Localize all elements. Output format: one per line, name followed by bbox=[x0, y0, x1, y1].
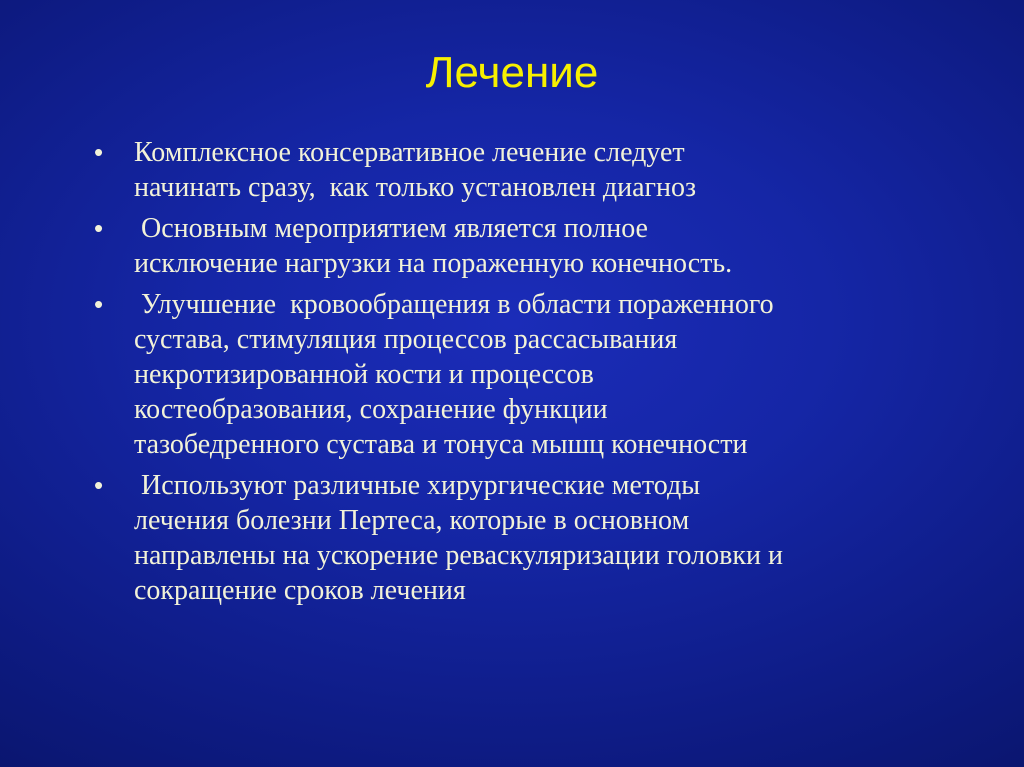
bullet-line: Основным мероприятием является полное bbox=[134, 213, 648, 244]
bullet-line: сокращение сроков лечения bbox=[134, 575, 466, 606]
bullet-item bbox=[88, 468, 948, 608]
bullet-line: Используют различные хирургические методы bbox=[134, 470, 701, 501]
bullet-dot-icon: • bbox=[94, 470, 104, 500]
bullet-line: тазобедренного сустава и тонуса мышц конечности bbox=[134, 429, 748, 460]
bullet-line: некротизированной кости и процессов bbox=[134, 359, 594, 390]
bullet-line: Улучшение кровообращения в области пораженного bbox=[134, 289, 774, 320]
bullet-item bbox=[88, 287, 948, 462]
bullet-line: лечения болезни Пертеса, которые в основном bbox=[134, 505, 690, 536]
bullet-dot-icon: • bbox=[94, 289, 104, 319]
bullet-dot-icon: • bbox=[94, 213, 104, 243]
bullet-dot-icon: • bbox=[94, 137, 104, 167]
bullet-item bbox=[88, 211, 948, 281]
bullet-item bbox=[88, 135, 948, 205]
bullet-list bbox=[88, 135, 948, 614]
bullet-line: направлены на ускорение реваскуляризации головки и bbox=[134, 540, 783, 571]
bullet-line: исключение нагрузки на пораженную конечность. bbox=[134, 248, 733, 279]
bullet-line: начинать сразу, как только установлен диагноз bbox=[134, 172, 697, 203]
bullet-line: сустава, стимуляция процессов рассасывания bbox=[134, 324, 678, 355]
bullet-line: Комплексное консервативное лечение следует bbox=[134, 137, 685, 168]
slide-title: Лечение bbox=[425, 48, 599, 97]
bullet-line: костеобразования, сохранение функции bbox=[134, 394, 608, 425]
